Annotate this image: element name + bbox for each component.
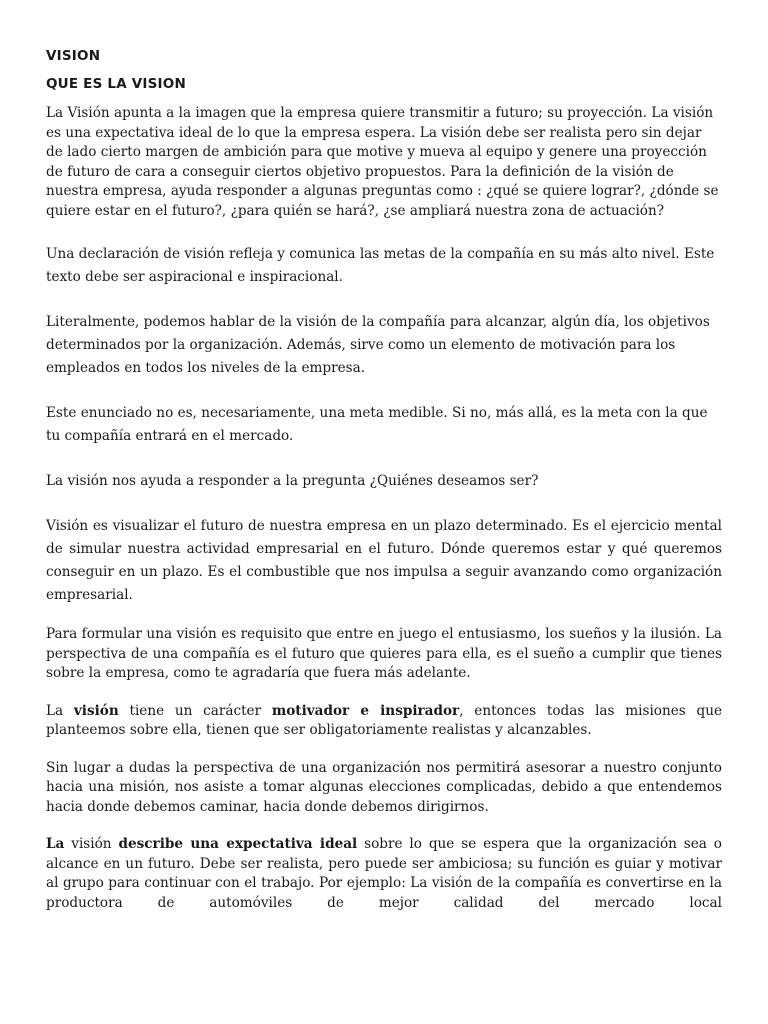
paragraph-3: Literalmente, podemos hablar de la visión de la compañía para alcanzar, algún día, los objetivos determinados por la organización. Además, sirve como un elemento de motivación para los empleados en todos los niveles de la empresa. [46,314,710,376]
document-title: VISION [46,48,101,64]
paragraph-10-bold-2: describe una expectativa ideal [118,836,358,852]
paragraph-8-bold-2: motivador e inspirador [271,702,460,719]
paragraph-10-bold-1: La [46,836,65,852]
paragraph-2: Una declaración de visión refleja y comunica las metas de la compañía en su más alto nivel. Este texto debe ser aspiracional e inspiracional. [46,246,715,285]
paragraph-6: Visión es visualizar el futuro de nuestra empresa en un plazo determinado. Es el ejercicio mental de simular nuestra actividad empresarial en el futuro. Dónde queremos estar y qué queremos conseguir en un plazo. Es el combustible que nos impulsa a seguir avanzando como organización empresarial. [46,518,722,603]
paragraph-10 [46,835,722,913]
paragraph-8-bold-1: visión [73,702,119,719]
paragraph-10-text-2: sobre lo que se espera que la organización sea o alcance en un futuro. Debe ser realista, pero puede ser ambiciosa; su función es guiar y motivar al grupo para continuar con el trabajo. Por ejemplo: La visión de la compañía es convertirse en la productora de automóviles de mejor calidad del mercado local [46,836,722,911]
paragraph-1: La Visión apunta a la imagen que la empresa quiere transmitir a futuro; su proyección. La visión es una expectativa ideal de lo que la empresa espera. La visión debe ser realista pero sin dejar de lado cierto margen de ambición para que motive y mueva al equipo y genere una proyección de futuro de cara a conseguir ciertos objetivo propuestos. Para la definición de la visión de nuestra empresa, ayuda responder a algunas preguntas como : ¿qué se quiere lograr?, ¿dónde se quiere estar en el futuro?, ¿para quién se hará?, ¿se ampliará nuestra zona de actuación? [46,105,719,219]
paragraph-4: Este enunciado no es, necesariamente, una meta medible. Si no, más allá, es la meta con la que tu compañía entrará en el mercado. [46,405,708,444]
section-heading: QUE ES LA VISION [46,76,186,92]
paragraph-8-text-2: tiene un carácter [118,702,272,719]
paragraph-8 [46,702,722,741]
paragraph-7: Para formular una visión es requisito que entre en juego el entusiasmo, los sueños y la ilusión. La perspectiva de una compañía es el futuro que quieres para ella, es el sueño a cumplir que tienes sobre la empresa, como te agradaría que fuera más adelante. [46,626,722,681]
paragraph-8-text-1: La [46,702,74,719]
paragraph-9: Sin lugar a dudas la perspectiva de una organización nos permitirá asesorar a nuestro conjunto hacia una misión, nos asiste a tomar algunas elecciones complicadas, debido a que entendemos hacia donde debemos caminar, hacia donde debemos dirigirnos. [46,759,722,815]
paragraph-8-text-3: , entonces todas las misiones que planteemos sobre ella, tienen que ser obligatoriamente realistas y alcanzables. [46,702,723,738]
paragraph-5: La visión nos ayuda a responder a la pregunta ¿Quiénes deseamos ser? [46,473,539,489]
paragraph-10-text-1: visión [64,836,119,852]
